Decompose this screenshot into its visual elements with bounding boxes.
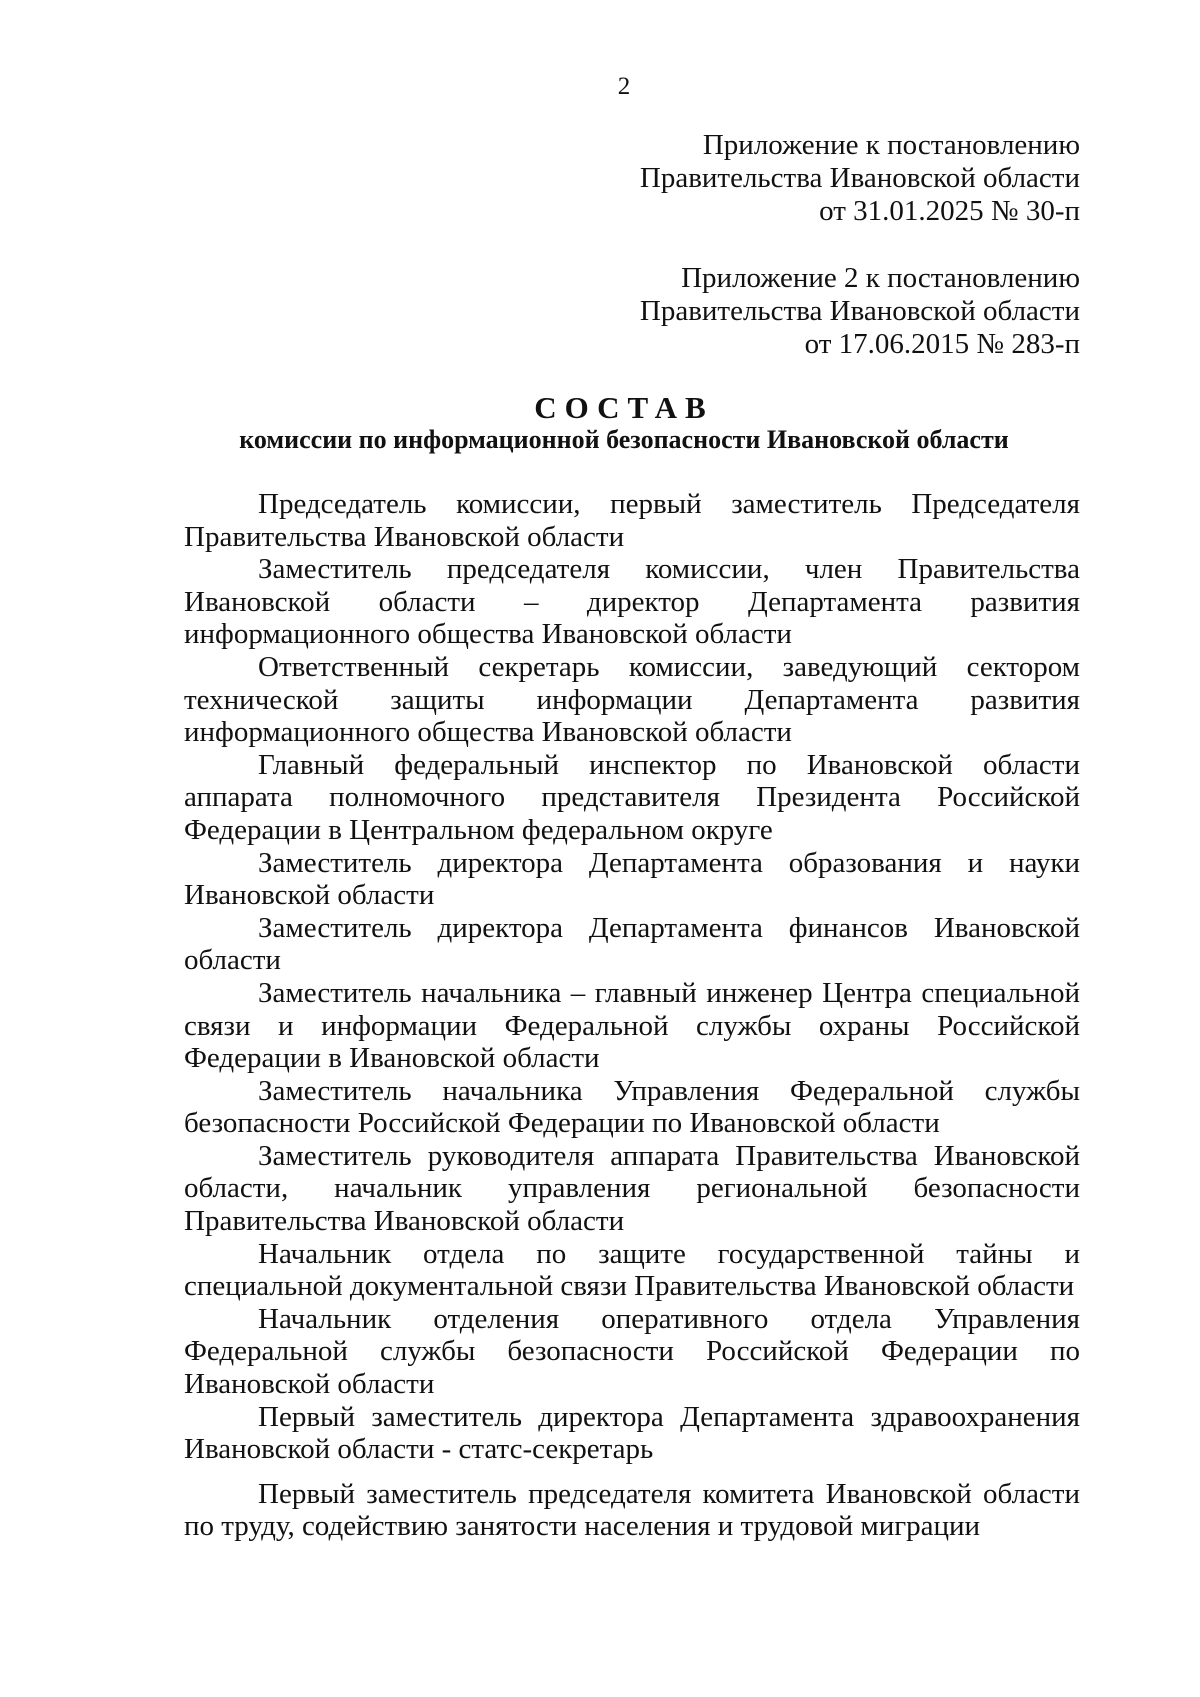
member-entry: Ответственный секретарь комиссии, заведующий сектором технической защиты информации Департамента развития информационного общества Ивановской области [184,650,1080,749]
member-entry: Главный федеральный инспектор по Ивановской области аппарата полномочного представителя Президента Российской Федерации в Центральном федеральном округе [184,748,1080,846]
approval-block-current [640,129,1080,228]
members-list [184,488,1080,1543]
approval-block-original [640,262,1080,361]
member-entry: Заместитель начальника – главный инженер Центра специальной связи и информации Федеральной службы охраны Российской Федерации в Ивановской области [184,976,1080,1075]
member-entry: Начальник отделения оперативного отдела Управления Федеральной службы безопасности Российской Федерации по Ивановской области [184,1302,1080,1401]
member-entry: Председатель комиссии, первый заместитель Председателя Правительства Ивановской области [184,488,1080,553]
approval-line: Правительства Ивановской области [639,295,1080,327]
approval-line: Приложение к постановлению [702,129,1080,161]
approval-line: от 31.01.2025 № 30-п [819,195,1080,227]
approval-line: Правительства Ивановской области [639,162,1080,194]
member-entry: Первый заместитель директора Департамента здравоохранения Ивановской области - статс-секретарь [184,1400,1080,1466]
member-entry: Заместитель директора Департамента образования и науки Ивановской области [184,846,1080,912]
member-entry: Заместитель председателя комиссии, член Правительства Ивановской области – директор Департамента развития информационного общества Ивановской области [184,553,1080,651]
approval-line: Приложение 2 к постановлению [681,262,1080,294]
member-entry: Заместитель директора Департамента финансов Ивановской области [184,911,1080,977]
member-entry: Начальник отдела по защите государственной тайны и специальной документальной связи Правительства Ивановской области [184,1237,1080,1303]
member-entry: Первый заместитель председателя комитета Ивановской области по труду, содействию занятости населения и трудовой миграции [184,1477,1080,1543]
document-title: СОСТАВ [534,390,714,425]
document-subtitle: комиссии по информационной безопасности Ивановской области [239,425,1009,454]
member-entry: Заместитель начальника Управления Федеральной службы безопасности Российской Федерации по Ивановской области [184,1074,1080,1140]
approval-line: от 17.06.2015 № 283-п [804,328,1080,360]
page-number: 2 [617,73,631,100]
member-entry: Заместитель руководителя аппарата Правительства Ивановской области, начальник управления региональной безопасности Правительства Ивановской области [184,1139,1080,1238]
